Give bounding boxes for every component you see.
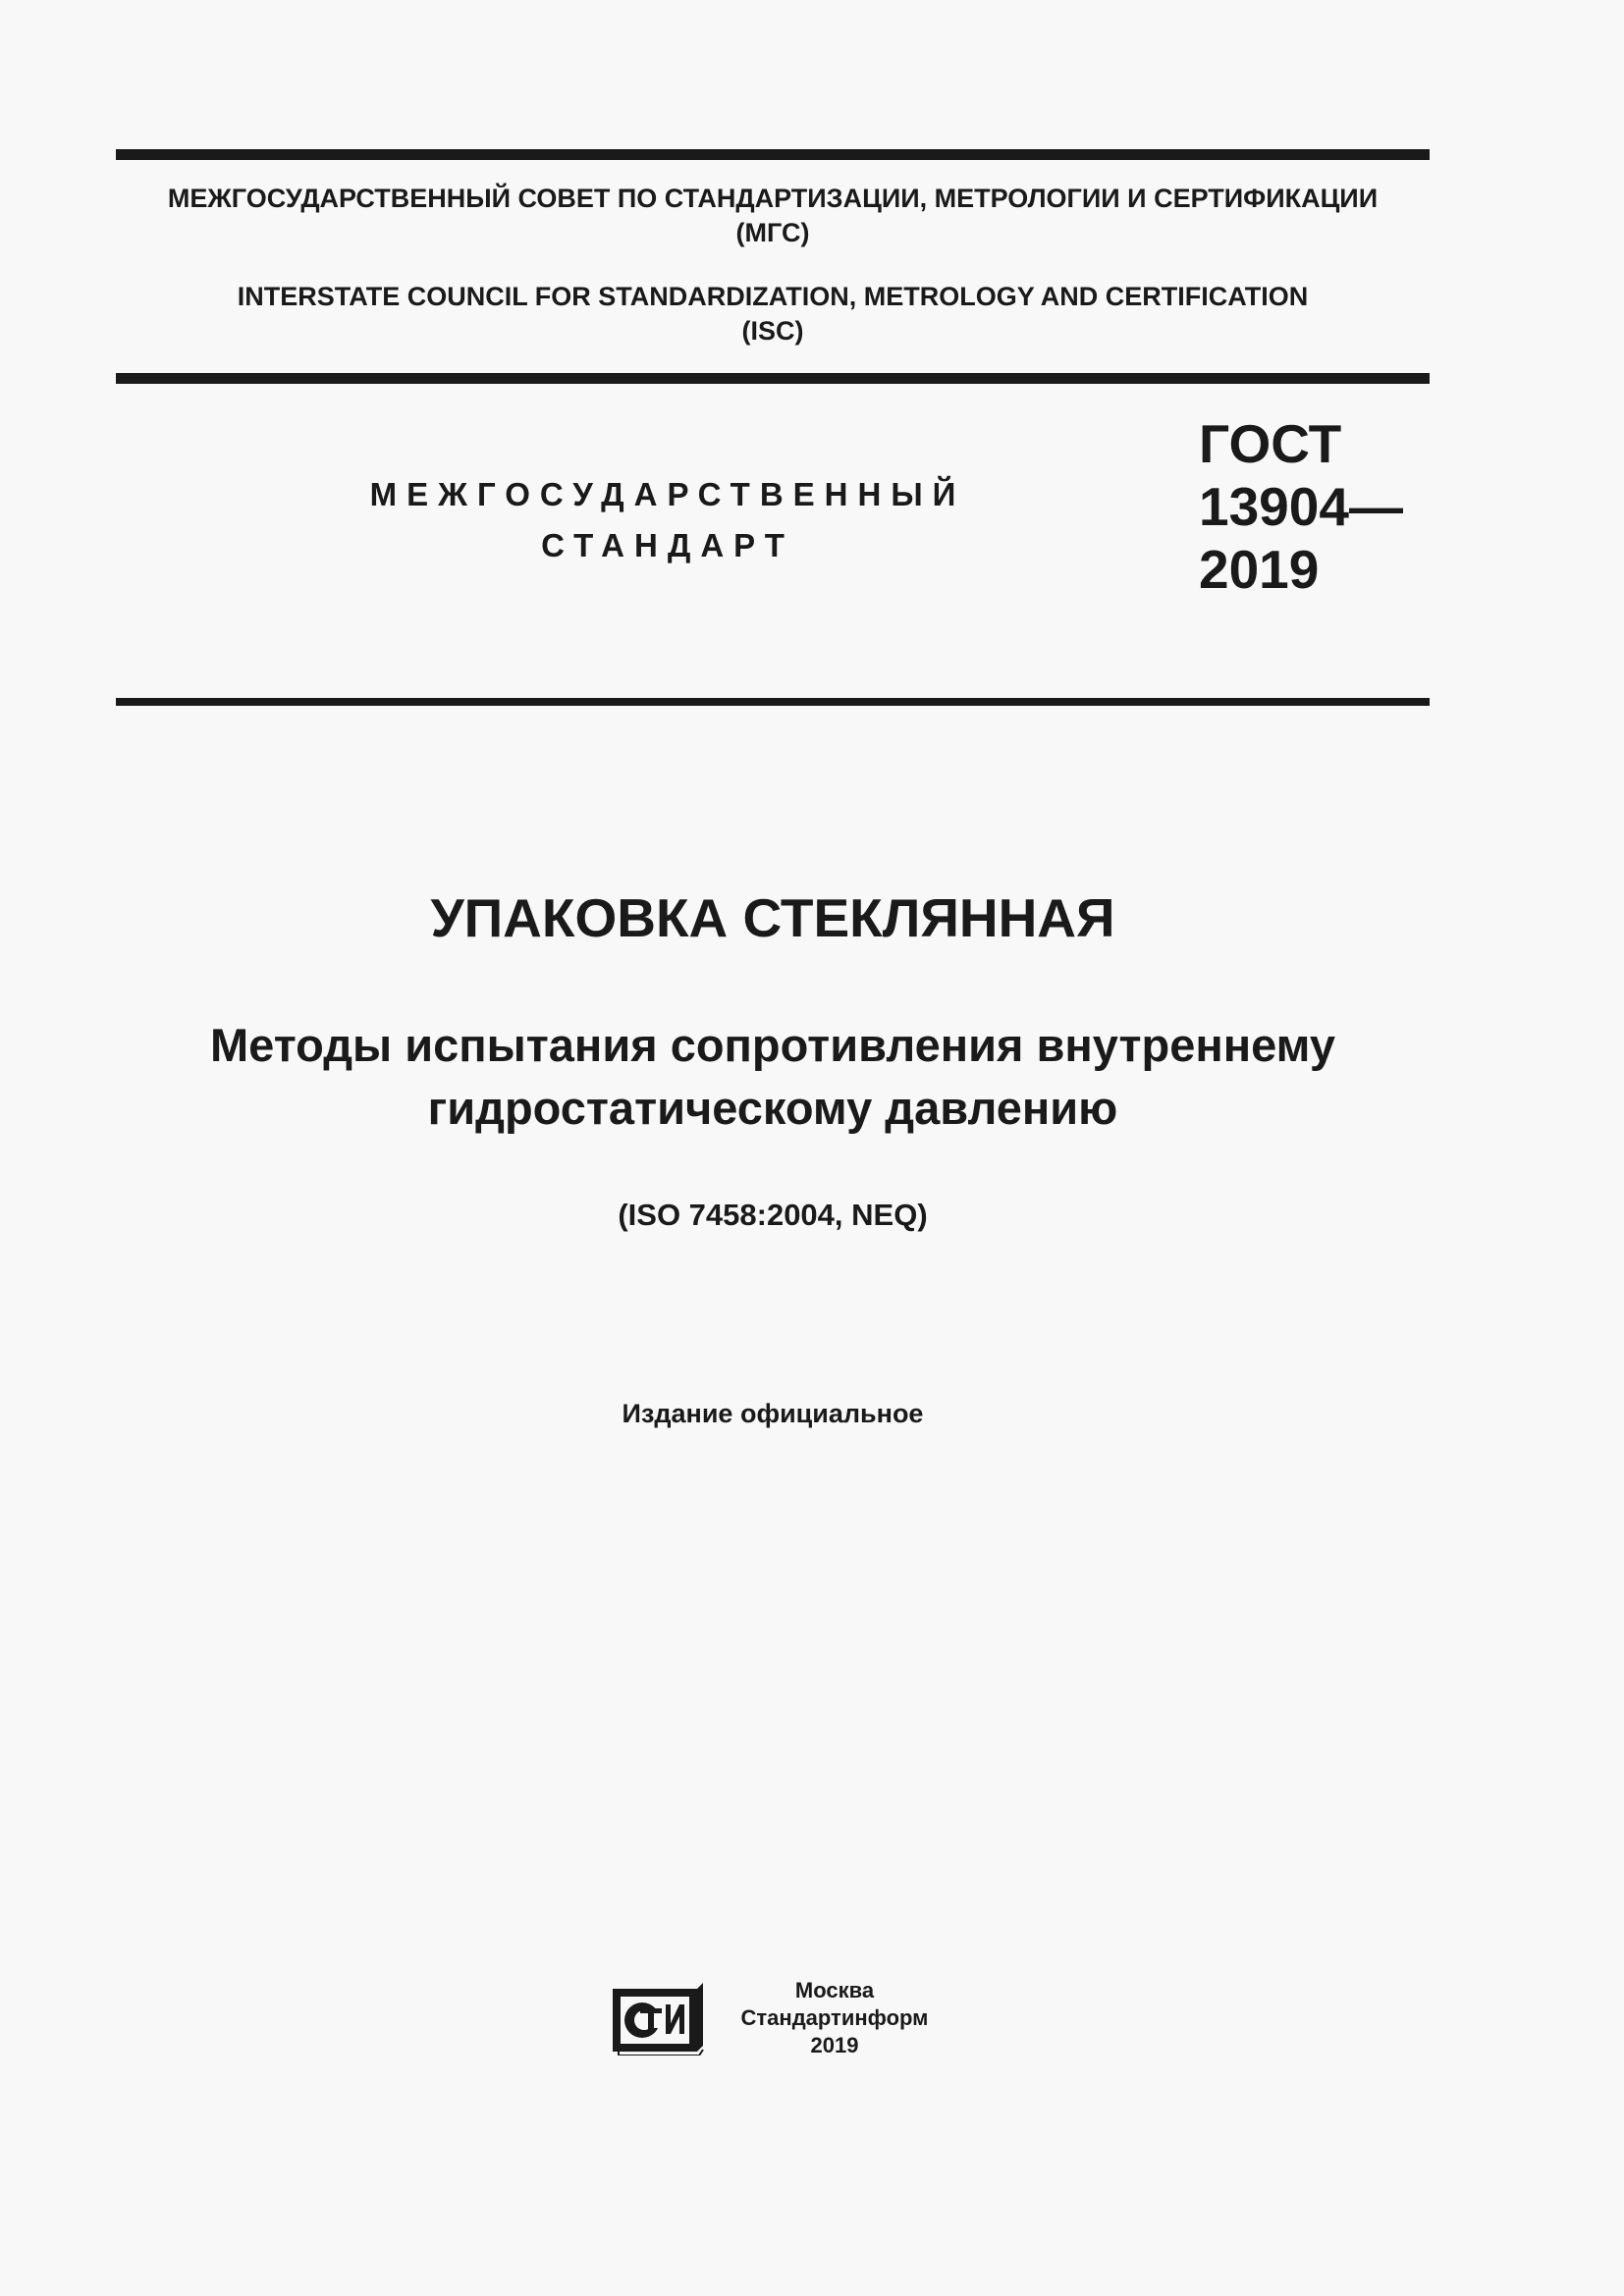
council-ru-name: МЕЖГОСУДАРСТВЕННЫЙ СОВЕТ ПО СТАНДАРТИЗАЦИИ, МЕТРОЛОГИИ И СЕРТИФИКАЦИИ <box>167 184 1379 213</box>
middle-rule <box>116 373 1430 384</box>
publisher-name: Стандартинформ <box>740 2005 929 2030</box>
gost-year: 2019 <box>1199 539 1320 600</box>
council-en-name: INTERSTATE COUNCIL FOR STANDARDIZATION, METROLOGY AND CERTIFICATION <box>237 282 1309 311</box>
subtitle-line2: гидростатическому давлению <box>427 1082 1118 1134</box>
gost-number: 13904— <box>1199 476 1403 537</box>
standard-kind-line1: МЕЖГОСУДАРСТВЕННЫЙ <box>369 476 966 512</box>
publisher-city: Москва <box>794 1978 875 2002</box>
standartinform-logo-icon <box>611 1981 705 2056</box>
top-rule <box>116 149 1430 160</box>
standard-kind <box>295 469 1041 571</box>
standard-kind-line2: СТАНДАРТ <box>541 527 794 563</box>
document-subtitle <box>116 1014 1430 1140</box>
gost-label: ГОСТ <box>1199 413 1342 474</box>
subtitle-line1: Методы испытания сопротивления внутреннему <box>210 1019 1335 1071</box>
publisher-block <box>727 1977 943 2059</box>
bottom-rule <box>116 698 1430 706</box>
document-title: УПАКОВКА СТЕКЛЯННАЯ <box>430 887 1115 948</box>
gost-designation <box>1199 412 1403 601</box>
council-en-abbr: (ISC) <box>741 316 804 346</box>
council-ru <box>116 182 1430 250</box>
council-ru-abbr: (МГС) <box>735 218 810 247</box>
edition-note: Издание официальное <box>622 1399 924 1428</box>
council-en <box>116 280 1430 348</box>
publisher-year: 2019 <box>810 2033 859 2057</box>
iso-reference: (ISO 7458:2004, NEQ) <box>618 1198 928 1232</box>
